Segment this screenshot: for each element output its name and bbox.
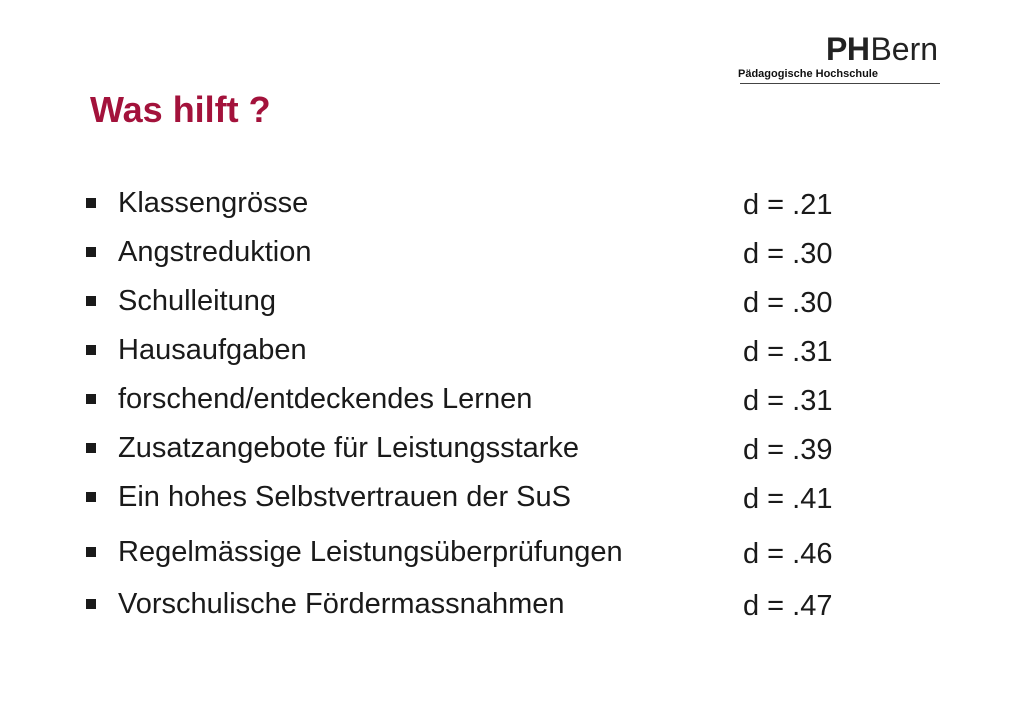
item-label: Zusatzangebote für Leistungsstarke [118, 432, 580, 464]
logo-wordmark [826, 32, 938, 66]
logo-divider [740, 83, 940, 84]
item-label: Vorschulische Fördermassnahmen [118, 588, 565, 620]
item-effect-size: d = .31 [743, 385, 833, 417]
item-label: Schulleitung [118, 285, 276, 317]
square-bullet-icon [86, 394, 96, 404]
item-label: Angstreduktion [118, 236, 312, 268]
list-item [0, 330, 1024, 370]
item-effect-size: d = .31 [743, 336, 833, 368]
square-bullet-icon [86, 492, 96, 502]
square-bullet-icon [86, 599, 96, 609]
logo-ph-text: PH [826, 31, 870, 67]
item-label: Klassengrösse [118, 187, 309, 219]
item-label: Ein hohes Selbstvertrauen der SuS [118, 481, 571, 513]
item-effect-size: d = .21 [743, 189, 833, 221]
item-effect-size: d = .30 [743, 238, 833, 270]
square-bullet-icon [86, 547, 96, 557]
item-effect-size: d = .46 [743, 538, 833, 570]
ph-bern-logo [740, 32, 950, 82]
item-effect-size: d = .30 [743, 287, 833, 319]
item-effect-size: d = .39 [743, 434, 833, 466]
slide-title: Was hilft ? [90, 89, 271, 130]
logo-subtitle: Pädagogische Hochschule [738, 68, 878, 80]
list-item [0, 281, 1024, 321]
item-label: Hausaufgaben [118, 334, 307, 366]
item-label: Regelmässige Leistungsüberprüfungen [118, 536, 623, 568]
item-label: forschend/entdeckendes Lernen [118, 383, 533, 415]
square-bullet-icon [86, 443, 96, 453]
square-bullet-icon [86, 345, 96, 355]
list-item [0, 532, 1024, 572]
list-item [0, 379, 1024, 419]
logo-bern-text: Bern [870, 31, 939, 67]
square-bullet-icon [86, 296, 96, 306]
list-item [0, 477, 1024, 517]
list-item [0, 428, 1024, 468]
item-effect-size: d = .47 [743, 590, 833, 622]
list-item [0, 584, 1024, 624]
square-bullet-icon [86, 198, 96, 208]
item-effect-size: d = .41 [743, 483, 833, 515]
list-item [0, 183, 1024, 223]
square-bullet-icon [86, 247, 96, 257]
list-item [0, 232, 1024, 272]
